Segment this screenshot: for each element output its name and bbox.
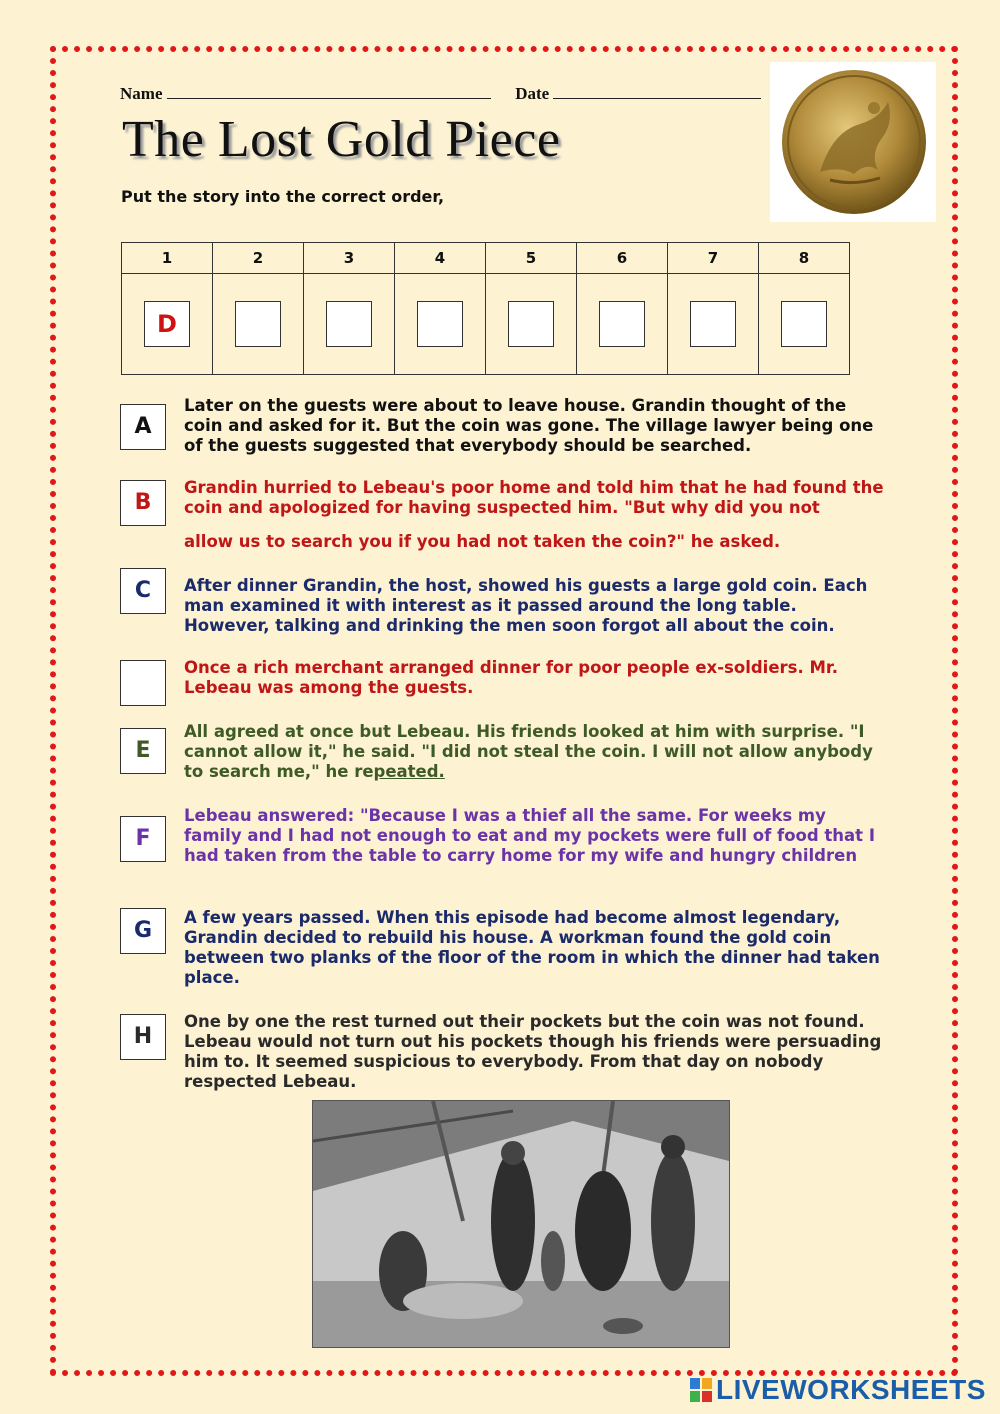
answer-box-7[interactable] xyxy=(690,301,736,347)
name-blank[interactable] xyxy=(167,82,491,99)
letter-box-a[interactable]: A xyxy=(120,404,166,450)
page-title: The Lost Gold Piece xyxy=(122,111,561,168)
story-text-g: A few years passed. When this episode had become almost legendary, Grandin decided to rebuild his house. A workman found the gold coin between two planks of the floor of the room in which the dinner had taken place. xyxy=(184,908,880,987)
answer-box-6[interactable] xyxy=(599,301,645,347)
engraving-illustration xyxy=(312,1100,730,1348)
letter-box-g[interactable]: G xyxy=(120,908,166,954)
order-col-8: 8 xyxy=(759,243,850,274)
answer-box-2[interactable] xyxy=(235,301,281,347)
letter-box-b[interactable]: B xyxy=(120,480,166,526)
order-col-1: 1 xyxy=(122,243,213,274)
date-label: Date xyxy=(515,84,550,103)
letter-box-h[interactable]: H xyxy=(120,1014,166,1060)
story-text-b xyxy=(184,478,884,552)
answer-box-3[interactable] xyxy=(326,301,372,347)
story-text-d: Once a rich merchant arranged dinner for poor people ex-soldiers. Mr. Lebeau was among the guests. xyxy=(184,658,838,697)
letter-box-d[interactable] xyxy=(120,660,166,706)
answer-box-5[interactable] xyxy=(508,301,554,347)
story-text-e-underlined: peated. xyxy=(373,762,445,781)
story-text-b-line1: Grandin hurried to Lebeau's poor home and told him that he had found the coin and apologized for having suspected him. "But why did you not xyxy=(184,478,884,517)
story-text-a: Later on the guests were about to leave house. Grandin thought of the coin and asked for it. But the coin was gone. The village lawyer being one of the guests suggested that everybody should be searched. xyxy=(184,396,874,455)
liveworksheets-icon xyxy=(690,1377,712,1401)
story-text-b-line2: allow us to search you if you had not taken the coin?" he asked. xyxy=(184,532,781,551)
order-col-7: 7 xyxy=(668,243,759,274)
answer-box-8[interactable] xyxy=(781,301,827,347)
letter-box-c[interactable]: C xyxy=(120,568,166,614)
order-col-5: 5 xyxy=(486,243,577,274)
order-col-4: 4 xyxy=(395,243,486,274)
liveworksheets-text: LIVEWORKSHEETS xyxy=(716,1374,986,1405)
name-date-line xyxy=(120,82,761,104)
letter-box-e[interactable]: E xyxy=(120,728,166,774)
order-col-6: 6 xyxy=(577,243,668,274)
name-label: Name xyxy=(120,84,163,103)
order-col-3: 3 xyxy=(304,243,395,274)
story-text-e-main: All agreed at once but Lebeau. His friends looked at him with surprise. "I cannot allow it," he said. "I did not steal the coin. I will not allow anybody to search me," he re xyxy=(184,722,873,781)
gold-coin-image xyxy=(770,62,936,222)
story-text-f: Lebeau answered: "Because I was a thief all the same. For weeks my family and I had not enough to eat and my pockets were full of food that I had taken from the table to carry home for my wife and hungry children xyxy=(184,806,875,865)
date-blank[interactable] xyxy=(553,82,761,99)
story-text-h: One by one the rest turned out their pockets but the coin was not found. Lebeau would not turn out his pockets though his friends were persuading him to. It seemed suspicious to everybody. From that day on nobody respected Lebeau. xyxy=(184,1012,882,1091)
order-col-2: 2 xyxy=(213,243,304,274)
order-table xyxy=(121,242,850,375)
answer-box-4[interactable] xyxy=(417,301,463,347)
liveworksheets-logo xyxy=(690,1374,986,1406)
story-text-e xyxy=(184,722,884,782)
letter-box-f[interactable]: F xyxy=(120,816,166,862)
story-text-c: After dinner Grandin, the host, showed his guests a large gold coin. Each man examined it with interest as it passed around the long table. However, talking and drinking the men soon forgot all about the coin. xyxy=(184,576,868,635)
answer-box-1[interactable]: D xyxy=(144,301,190,347)
instruction-text: Put the story into the correct order, xyxy=(121,187,445,206)
